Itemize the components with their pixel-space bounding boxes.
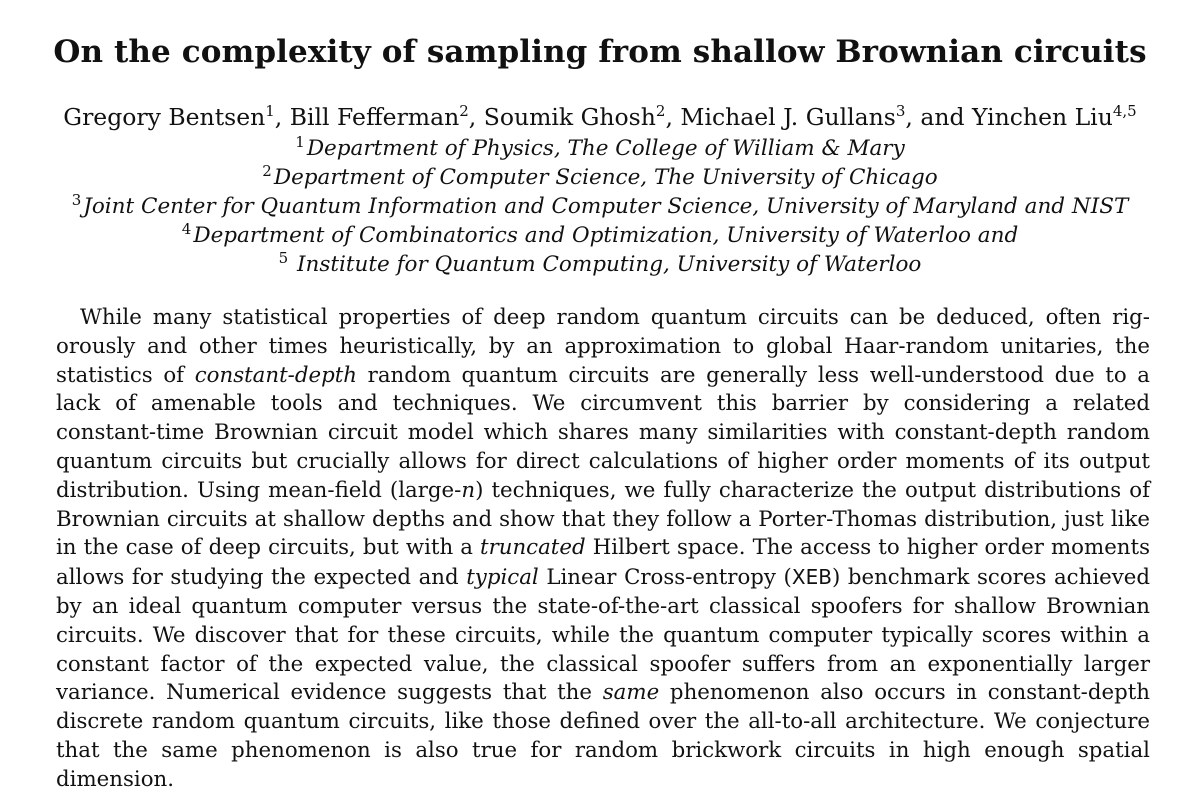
abstract-text: Hilbert space. The access to higher order moments allows for studying the expected and bbox=[56, 535, 1150, 591]
author-separator: , bbox=[274, 103, 290, 131]
author-separator: , bbox=[665, 103, 681, 131]
affiliation-mark: 1 bbox=[295, 132, 305, 151]
author-name: Gregory Bentsen bbox=[63, 103, 266, 131]
abstract-emphasis: same bbox=[602, 680, 660, 706]
affiliation-text: Institute for Quantum Computing, University of Waterloo bbox=[290, 252, 922, 277]
affiliation-text: Joint Center for Quantum Information and Computer Science, University of Maryland and NIST bbox=[83, 194, 1129, 219]
affiliation bbox=[0, 192, 1200, 221]
author-affiliation-mark: 4,5 bbox=[1112, 102, 1137, 121]
affiliation bbox=[0, 221, 1200, 250]
author-name: Yinchen Liu bbox=[972, 103, 1113, 131]
abstract-text: phenomenon also occurs in constant-depth discrete random quantum circuits, like those defined over the all-to-all architecture. We conjecture that the same phenomenon is also true for random brickwork circuits in high enough spatial dimension. bbox=[56, 680, 1150, 792]
affiliation-text: Department of Combinatorics and Optimization, University of Waterloo and bbox=[193, 223, 1019, 248]
abstract-text: random quantum circuits are generally less well-understood due to a lack of amenable tools and techniques. We circumvent this barrier by considering a related constant-time Brownian circuit model which shares many similarities with constant-depth random quantum circuits but crucially allows for direct calculations of higher order moments of its output distribution. Using mean-field (large- bbox=[56, 362, 1151, 503]
abstract-text: ) benchmark scores achieved by an ideal quantum computer versus the state-of-the-art classical spoofers for shallow Brownian circuits. We discover that for these circuits, while the quantum computer typically scores within a constant factor of the expected value, the classical spoofer suffers from an exponentially larger variance. Numerical evidence suggests that the bbox=[56, 565, 1151, 706]
abstract-text: Linear Cross-entropy ( bbox=[538, 565, 792, 591]
affiliation-text: Department of Computer Science, The University of Chicago bbox=[273, 165, 938, 190]
paper-title: On the complexity of sampling from shallow Brownian circuits bbox=[53, 34, 1147, 70]
affiliation-mark: 2 bbox=[262, 161, 272, 180]
author-separator: , and bbox=[905, 103, 973, 131]
abstract-emphasis: typical bbox=[466, 565, 539, 591]
abstract-paragraph bbox=[56, 304, 1150, 795]
author-name: Bill Fefferman bbox=[289, 103, 460, 131]
affiliation-mark: 4 bbox=[181, 219, 192, 238]
author-affiliation-mark: 2 bbox=[459, 102, 469, 121]
abstract-text: While many statistical properties of deep random quantum circuits can be deduced, often rigorously and other times heuristically, by an approximation to global Haar-random unitaries, the statistics of bbox=[56, 305, 1150, 388]
affiliation-list bbox=[0, 134, 1200, 279]
affiliation bbox=[0, 134, 1200, 163]
affiliation-mark: 3 bbox=[71, 190, 82, 209]
affiliation-mark: 5 bbox=[278, 248, 289, 267]
affiliation bbox=[0, 250, 1200, 279]
abstract-emphasis: constant-depth bbox=[194, 362, 357, 388]
affiliation-text: Department of Physics, The College of William & Mary bbox=[306, 136, 905, 161]
author-name: Soumik Ghosh bbox=[483, 103, 656, 131]
abstract-text: ) techniques, we fully characterize the output distributions of Brownian circuits at shallow depths and show that they follow a Porter-Thomas distribution, just like in the case of deep circuits, but with a bbox=[56, 477, 1150, 561]
abstract-emphasis: n bbox=[461, 477, 476, 503]
xeb-acronym: XEB bbox=[791, 565, 832, 590]
author-affiliation-mark: 1 bbox=[265, 102, 275, 121]
author-affiliation-mark: 2 bbox=[655, 102, 666, 121]
author-name: Michael J. Gullans bbox=[680, 103, 896, 131]
abstract-emphasis: truncated bbox=[480, 535, 586, 561]
author-list bbox=[0, 102, 1200, 132]
affiliation bbox=[0, 163, 1200, 192]
author-separator: , bbox=[468, 103, 484, 131]
author-affiliation-mark: 3 bbox=[895, 102, 906, 121]
